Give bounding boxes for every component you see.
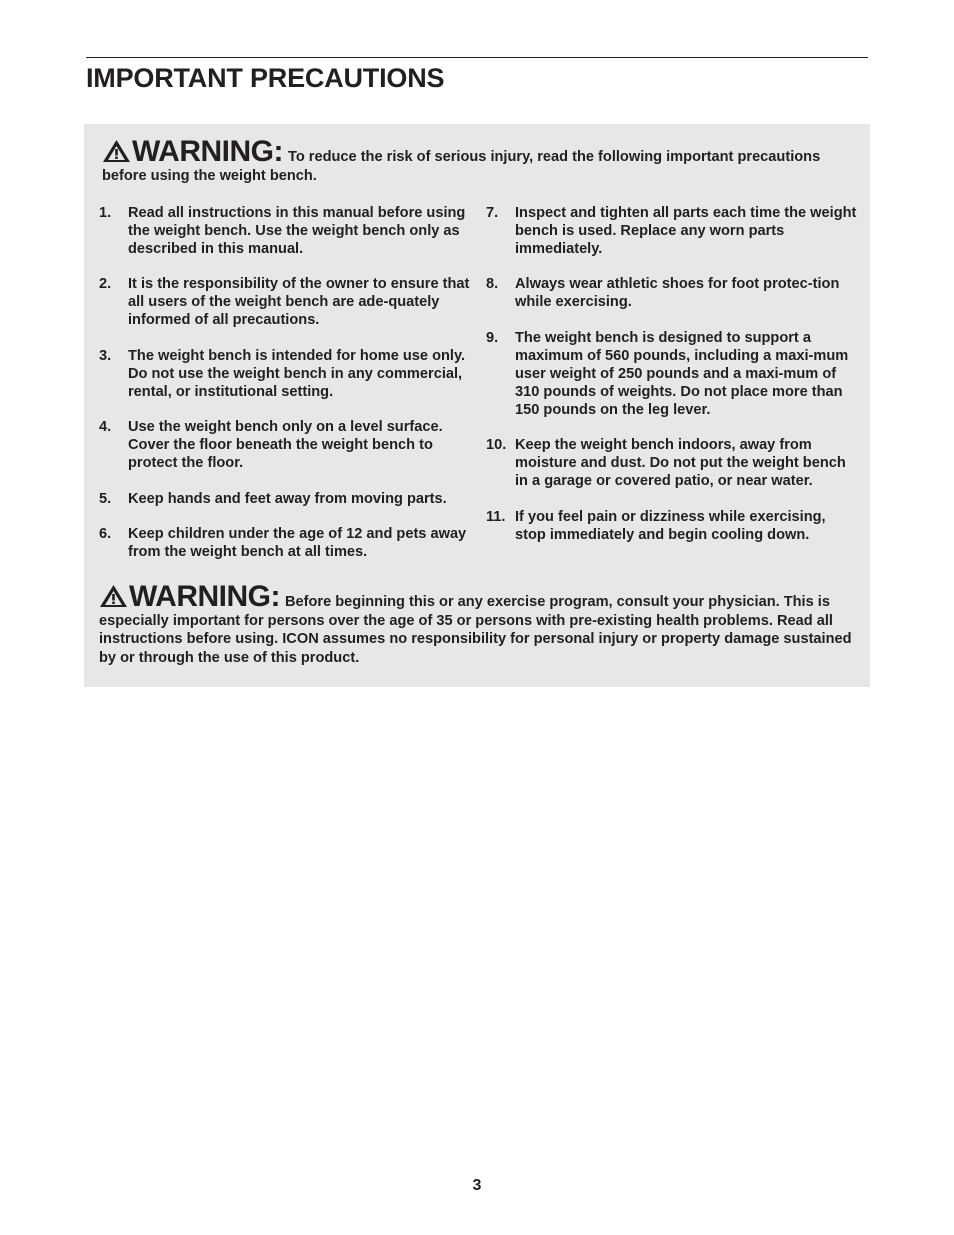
warning-panel (84, 124, 870, 687)
warning-label: WARNING: (129, 580, 280, 613)
warning-label: WARNING: (132, 135, 283, 168)
item-text: Keep children under the age of 12 and pets away from the weight bench at all times. (128, 525, 467, 560)
list-item (486, 508, 858, 544)
list-item (99, 275, 475, 329)
item-number: 8. (486, 276, 499, 293)
item-number: 6. (99, 525, 112, 542)
list-item (99, 490, 475, 508)
item-text: Read all instructions in this manual before using the weight bench. Use the weight bench only as described in this manual. (128, 205, 466, 257)
list-item (486, 275, 858, 311)
precautions-right-column (486, 204, 858, 561)
warning-heading (99, 580, 285, 613)
item-text: Keep hands and feet away from moving parts. (128, 490, 447, 507)
item-text: The weight bench is intended for home use only. Do not use the weight bench in any commercial, rental, or institutional setting. (128, 347, 466, 400)
item-number: 3. (99, 347, 112, 364)
list-item (99, 418, 475, 472)
page-title: IMPORTANT PRECAUTIONS (86, 63, 445, 93)
item-number: 1. (99, 205, 112, 221)
warning-intro-text: To reduce the risk of serious injury, read the following important precautions before using the weight bench. (102, 149, 821, 184)
item-text: Keep the weight bench indoors, away from moisture and dust. Do not put the weight bench in a garage or covered patio, or near water. (515, 437, 846, 490)
list-item (99, 347, 475, 401)
item-text: Always wear athletic shoes for foot protec-tion while exercising. (515, 276, 840, 311)
list-item (486, 204, 858, 258)
item-number: 10. (486, 437, 507, 454)
item-number: 2. (99, 276, 112, 293)
item-number: 7. (486, 205, 499, 221)
list-item (99, 525, 475, 561)
precautions-left-column (99, 204, 475, 578)
item-number: 9. (486, 329, 499, 346)
item-text: If you feel pain or dizziness while exercising, stop immediately and begin cooling down. (515, 508, 826, 543)
list-item (486, 329, 858, 419)
warning-physician-text: Before beginning this or any exercise program, consult your physician. This is especially important for persons over the age of 35 or persons with pre-existing health problems. Read all instructions before using. ICON assumes no responsibility for personal injury or property damage sustained by or through the use of this product. (99, 594, 852, 666)
top-rule (86, 57, 868, 58)
list-item (99, 204, 475, 258)
item-number: 11. (486, 508, 506, 525)
item-text: Inspect and tighten all parts each time the weight bench is used. Replace any worn parts immediately. (515, 205, 857, 257)
warning-triangle-icon (99, 584, 128, 608)
list-item (486, 436, 858, 490)
item-text: It is the responsibility of the owner to ensure that all users of the weight bench are ade-quately informed of all precautions. (128, 276, 470, 329)
warning-heading (102, 135, 288, 168)
warning-triangle-icon (102, 139, 131, 163)
item-text: The weight bench is designed to support a maximum of 560 pounds, including a maxi-mum user weight of 250 pounds and a maxi-mum of 310 pounds of weights. Do not place more than 150 pounds on the leg lever. (515, 329, 849, 418)
item-number: 4. (99, 419, 112, 436)
warning-physician (99, 580, 859, 667)
item-text: Use the weight bench only on a level surface. Cover the floor beneath the weight bench to protect the floor. (128, 419, 443, 472)
item-number: 5. (99, 490, 112, 507)
page-number: 3 (472, 1177, 482, 1194)
warning-intro (102, 135, 862, 185)
